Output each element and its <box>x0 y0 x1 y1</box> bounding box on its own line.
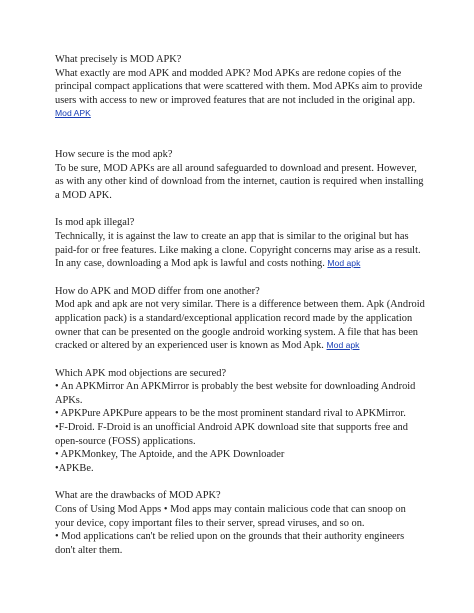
section-apk-vs-mod <box>55 285 425 353</box>
section-heading: Is mod apk illegal? <box>55 217 135 229</box>
section-is-illegal <box>55 216 425 270</box>
list-item: • Mod applications can't be relied upon on the grounds that their authority engineers don't alter them. <box>55 531 405 556</box>
list-item: • An APKMirror An APKMirror is probably the best website for downloading Android APKs. <box>55 381 416 406</box>
section-body: Technically, it is against the law to create an app that is similar to the original but has paid-for or free features. Like making a clone. Copyright concerns may arise as a result. In any case, downloading a Mod apk is lawful and costs nothing. Mod apk <box>55 230 421 270</box>
list-item: •APKBe. <box>55 462 94 474</box>
section-drawbacks <box>55 489 425 557</box>
section-body: What exactly are mod APK and modded APK? Mod APKs are redone copies of the principal compact applications that were scattered with them. Mod APKs aim to provide users with access to new or improved features that are not included in the original app. Mod APK <box>55 67 423 119</box>
section-heading: Which APK mod objections are secured? <box>55 367 227 379</box>
section-heading: How secure is the mod apk? <box>55 148 173 160</box>
list-item: • APKPure APKPure appears to be the most prominent standard rival to APKMirror. <box>55 408 406 420</box>
list-item: Cons of Using Mod Apps • Mod apps may contain malicious code that can snoop on your device, copy important files to their server, spread viruses, and so on. <box>55 504 406 529</box>
section-what-is-mod-apk <box>55 53 425 121</box>
mod-apk-link[interactable]: Mod apk <box>326 340 360 351</box>
mod-apk-link[interactable]: Mod apk <box>327 258 361 269</box>
section-heading: What precisely is MOD APK? <box>55 54 182 65</box>
section-heading: How do APK and MOD differ from one another? <box>55 285 260 297</box>
section-body: Mod apk and apk are not very similar. There is a difference between them. Apk (Android application pack) is a standard/exceptional application record made by the application owner that can be presented on the google android working system. A file that has been cracked or altered by an experienced user is known as Mod Apk. Mod apk <box>55 299 425 352</box>
section-heading: What are the drawbacks of MOD APK? <box>55 490 221 502</box>
section-secured-sites <box>55 367 425 476</box>
list-item: • APKMonkey, The Aptoide, and the APK Downloader <box>55 449 285 461</box>
list-item: •F-Droid. F-Droid is an unofficial Android APK download site that supports free and open-source (FOSS) applications. <box>55 422 408 447</box>
mod-apk-link[interactable]: Mod APK <box>55 108 91 119</box>
section-body: To be sure, MOD APKs are all around safeguarded to download and present. However, as with any other kind of download from the internet, caution is required when installing a MOD APK. <box>55 162 424 201</box>
section-how-secure <box>55 148 425 202</box>
document-content <box>55 53 425 557</box>
